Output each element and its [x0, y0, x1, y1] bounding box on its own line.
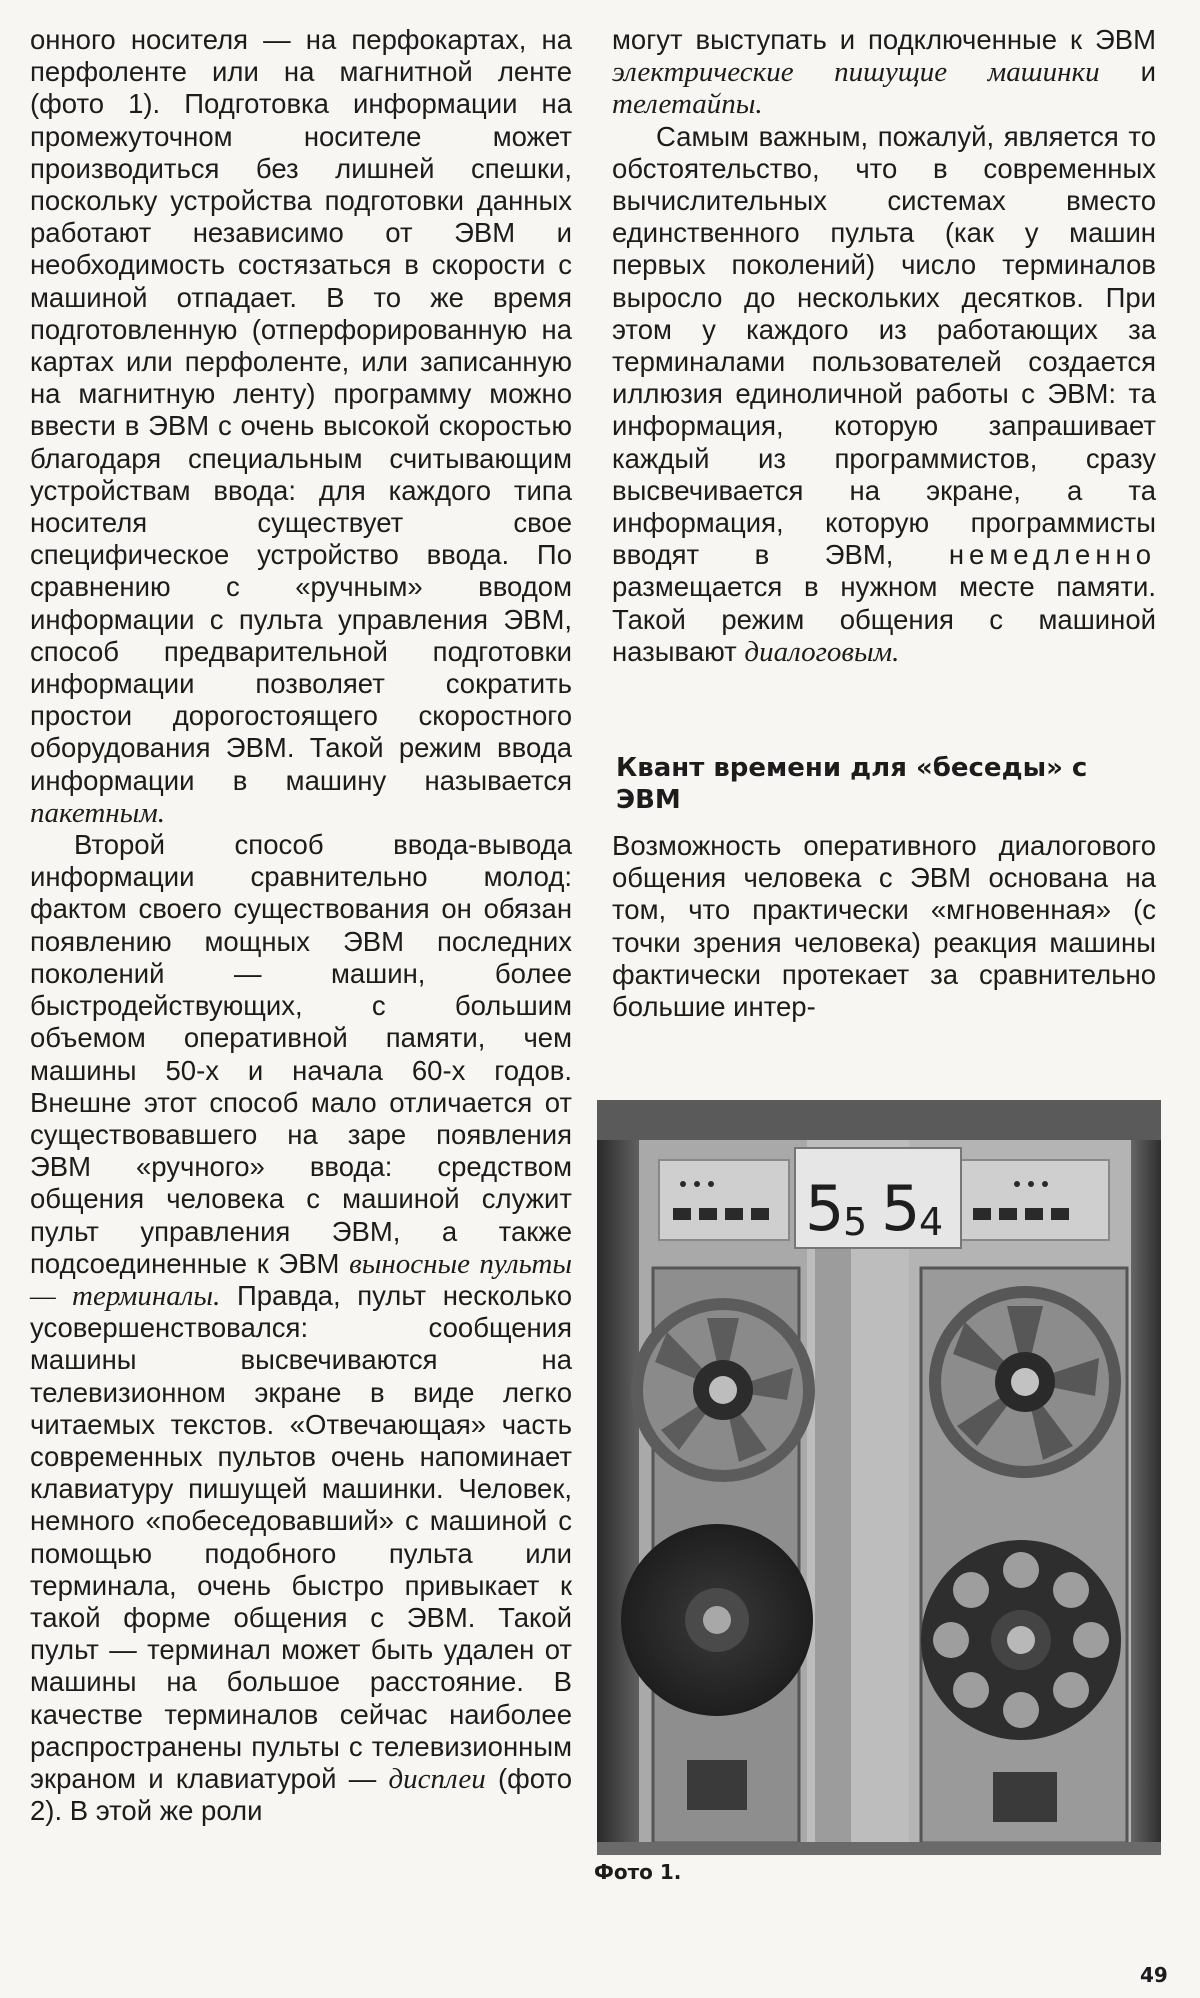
photo-tape-drives: [597, 1100, 1161, 1855]
paragraph-terminal-input: Второй способ ввода-вывода информации сравнительно молод: фактом своего существования он обязан появлению мощных ЭВМ последних поколений — машин, более быстродействующих, с большим объемом оперативной памяти, чем машины 50-х и начала 60-х годов. Внешне этот способ мало отличается от существовавшего на заре появления ЭВМ «ручного» ввода: средством общения человека с машиной служит пульт управления ЭВМ, а также подсоединенные к ЭВМ выносные пульты — терминалы. Правда, пульт несколько усовершенствовался: сообщения машины высвечиваются на телевизионном экране в виде легко читаемых текстов. «Отвечающая» часть современных пультов очень напоминает клавиатуру пишущей машинки. Человек, немного «побеседовавший» с машиной с помощью подобного пульта или терминала, очень быстро привыкает к такой форме общения с ЭВМ. Такой пульт — терминал может быть удален от машины на большое расстояние. В качестве терминалов сейчас наиболее распространены пульты с телевизионным экраном и клавиатурой — дисплеи (фото 2). В этой же роли: [30, 829, 573, 1827]
right-column-top: [612, 24, 1156, 668]
reel-top-left: [631, 1298, 815, 1482]
paragraph-batch-input: онного носителя — на перфокартах, на перфоленте или на магнитной ленте (фото 1). Подготовка информации на промежуточном носителе может производиться без лишней спешки, поскольку устройства подготовки данных работают независимо от ЭВМ и необходимость состязаться в скорости с машиной отпадает. В то же время подготовленную (отперфорированную на картах или перфоленте, или записанную на магнитную ленту) программу можно ввести в ЭВМ с очень высокой скоростью благодаря специальным считывающим устройствам ввода: для каждого типа носителя существует свое специфическое устройство ввода. По сравнению с «ручным» вводом информации с пульта управления ЭВМ, способ предварительной подготовки информации позволяет сократить простои дорогостоящего скоростного оборудования ЭВМ. Такой режим ввода информации в машину называется пакетным.: [30, 24, 572, 829]
center-pillar: [815, 1240, 851, 1855]
paragraph-time-quantum: Возможность оперативного диалогового общения человека с ЭВМ основана на том, что практически «мгновенная» (с точки зрения человека) реакция машины фактически протекает за сравнительно большие интер-: [612, 830, 1156, 1023]
paragraph-dialog-mode: Самым важным, пожалуй, является то обстоятельство, что в современных вычислительных системах вместо единственного пульта (как у машин первых поколений) число терминалов выросло до нескольких десятков. При этом у каждого из работающих за терминалами пользователей создается иллюзия единоличной работы с ЭВМ: та информация, которую запрашивает каждый из программистов, сразу высвечивается на экране, а та информация, которую программисты вводят в ЭВМ, немедленно размещается в нужном месте памяти. Такой режим общения с машиной называют диалоговым.: [612, 120, 1156, 668]
reel-top-right: [929, 1286, 1121, 1478]
page-number: 49: [1140, 1963, 1168, 1987]
left-column: [30, 24, 572, 1827]
tape-head-right: [993, 1772, 1057, 1822]
right-column-bottom: [612, 830, 1156, 1023]
unit-digit-1: 5: [805, 1172, 845, 1245]
photo-caption: Фото 1.: [594, 1860, 682, 1884]
tape-head-left: [687, 1760, 747, 1810]
section-heading: Квант времени для «беседы» с ЭВМ: [616, 753, 1088, 815]
right-control-panel: [959, 1160, 1109, 1240]
unit-digit-4: 4: [919, 1200, 944, 1244]
unit-digit-2: 5: [843, 1200, 868, 1244]
reel-bottom-left: [621, 1524, 813, 1716]
reel-bottom-right: [921, 1540, 1121, 1740]
unit-digit-3: 5: [881, 1172, 921, 1245]
left-control-panel: [659, 1160, 789, 1240]
paragraph-typewriters: могут выступать и подключенные к ЭВМ электрические пишущие машинки и телетайпы.: [612, 24, 1156, 121]
tape-drive-illustration: [597, 1100, 1161, 1855]
